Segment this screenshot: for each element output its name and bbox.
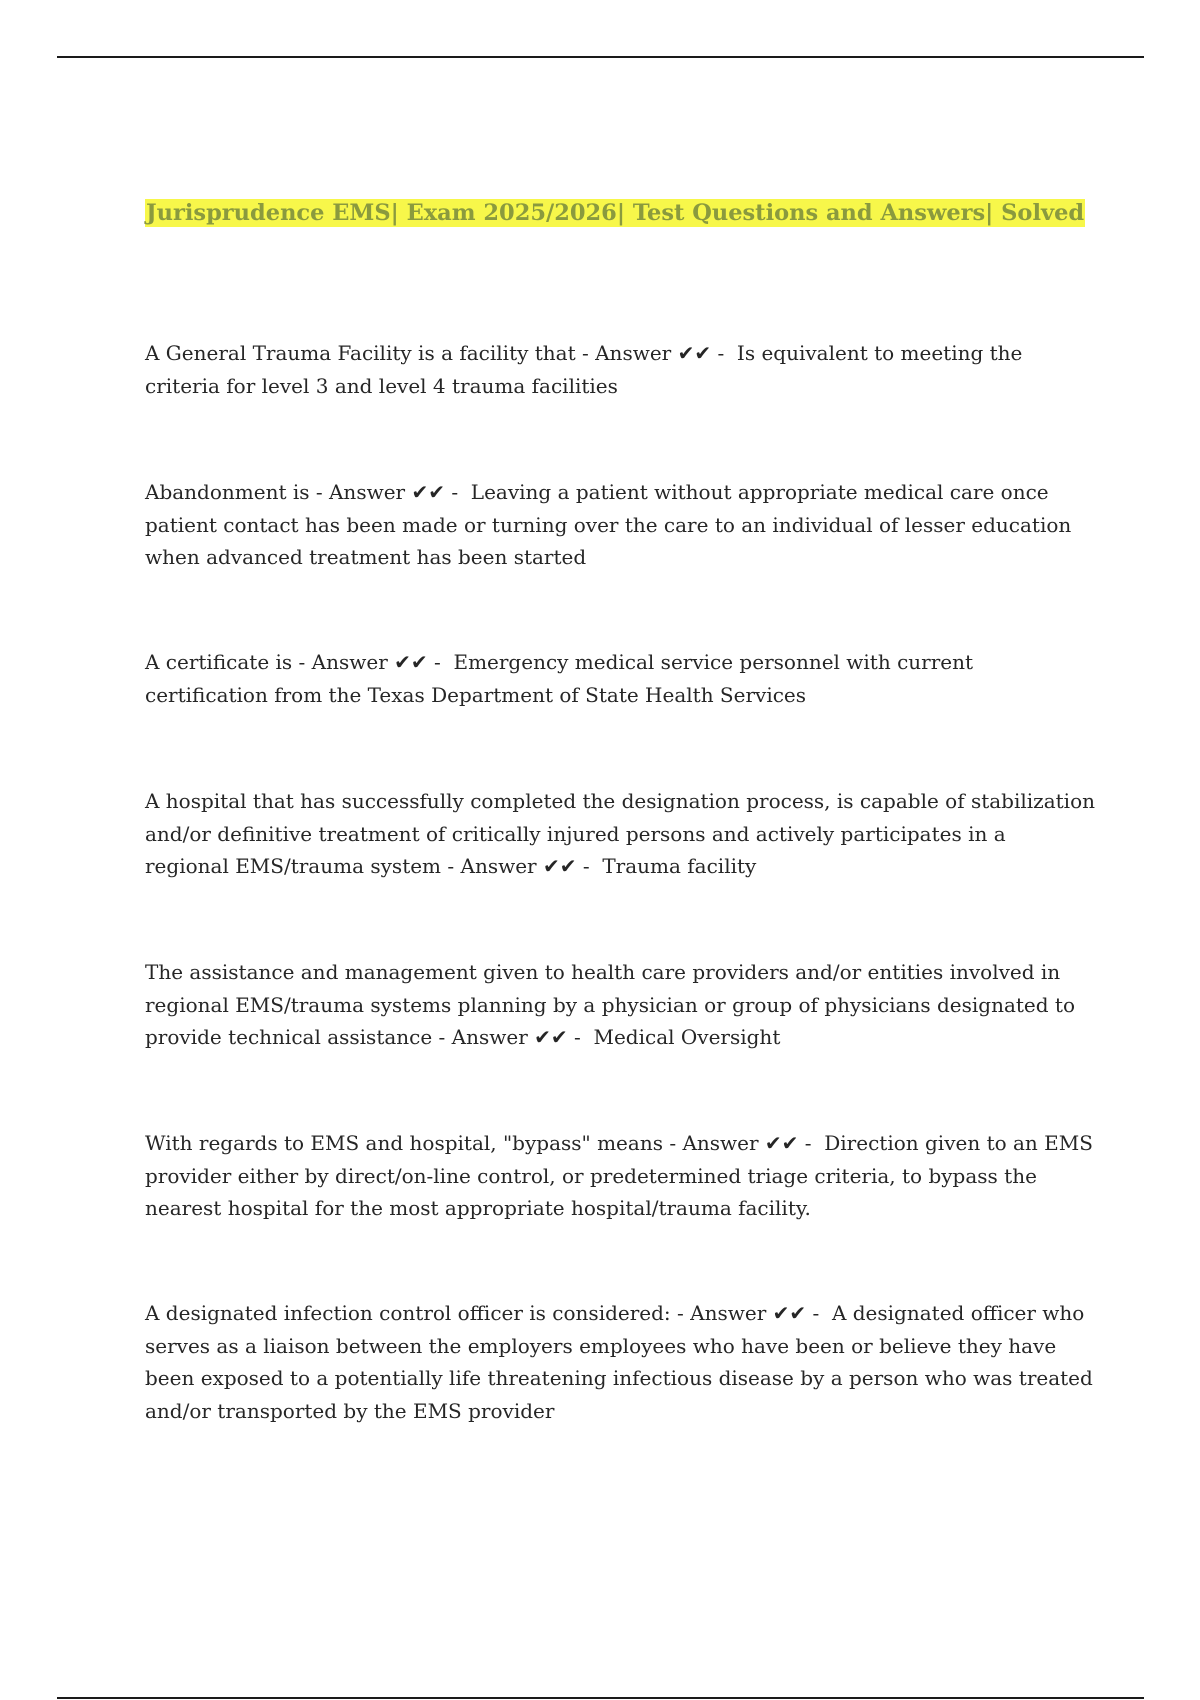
- answer-text: Direction given to an EMS provider either by direct/on-line control, or predetermined triage criteria, to bypass the nearest hospital for the most appropriate hospital/trauma facility.: [145, 1131, 1100, 1220]
- answer-separator: - Answer ✔✔ -: [309, 480, 471, 504]
- answer-separator: - Answer ✔✔ -: [432, 1025, 594, 1049]
- document-title: Jurisprudence EMS| Exam 2025/2026| Test Questions and Answers| Solved: [146, 200, 1085, 226]
- answer-text: Is equivalent to meeting the criteria for level 3 and level 4 trauma facilities: [145, 341, 1029, 398]
- question-text: A hospital that has successfully completed the designation process, is capable of stabilization and/or definitive treatment of critically injured persons and actively participates in a regional EMS/trauma system: [145, 789, 1102, 878]
- qa-item: [145, 1297, 1100, 1427]
- answer-separator: - Answer ✔✔ -: [292, 650, 454, 674]
- answer-separator: - Answer ✔✔ -: [662, 1131, 825, 1155]
- question-text: The assistance and management given to health care providers and/or entities involved in regional EMS/trauma systems planning by a physician or group of physicians designated to provide technical assistance: [145, 960, 1082, 1049]
- answer-text: Emergency medical service personnel with current certification from the Texas Department of State Health Services: [145, 650, 980, 707]
- answer-text: Medical Oversight: [593, 1025, 781, 1049]
- qa-item: [145, 476, 1095, 574]
- answer-separator: - Answer ✔✔ -: [575, 341, 737, 365]
- qa-item: [145, 646, 1095, 711]
- question-text: Abandonment is: [145, 480, 310, 504]
- answer-separator: - Answer ✔✔ -: [670, 1301, 832, 1325]
- top-divider: [57, 56, 1144, 58]
- answer-text: Leaving a patient without appropriate medical care once patient contact has been made or turning over the care to an individual of lesser education when advanced treatment has been started: [145, 480, 1078, 569]
- qa-item: [145, 785, 1102, 883]
- question-text: A General Trauma Facility is a facility that: [145, 341, 576, 365]
- question-text: A certificate is: [145, 650, 293, 674]
- qa-item: [145, 956, 1095, 1054]
- answer-text: A designated officer who serves as a liaison between the employers employees who have been or believe they have been exposed to a potentially life threatening infectious disease by a person who was treated and/or transported by the EMS provider: [145, 1301, 1100, 1423]
- question-text: A designated infection control officer is considered:: [145, 1301, 671, 1325]
- qa-item: [145, 1127, 1100, 1225]
- qa-item: [145, 337, 1095, 402]
- title-block: [145, 195, 1105, 231]
- answer-separator: - Answer ✔✔ -: [441, 854, 603, 878]
- question-text: With regards to EMS and hospital, "bypass" means: [145, 1131, 663, 1155]
- bottom-divider: [57, 1697, 1144, 1699]
- answer-text: Trauma facility: [602, 854, 757, 878]
